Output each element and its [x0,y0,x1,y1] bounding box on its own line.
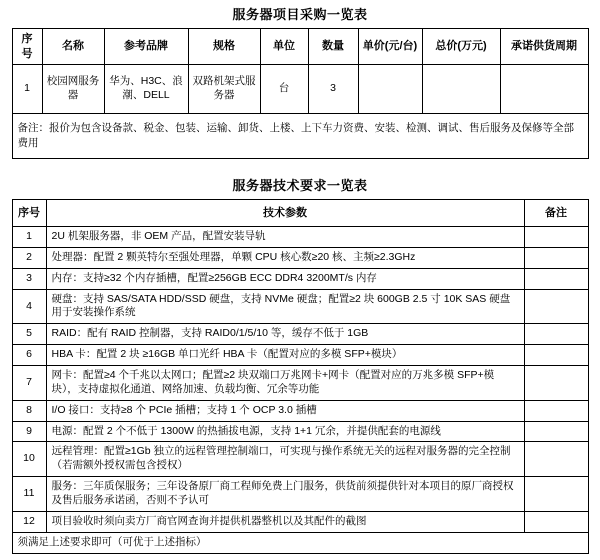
cell-note [524,268,588,289]
cell-brand: 华为、H3C、浪潮、DELL [104,65,188,114]
purchase-table [12,28,589,159]
cell-tech-param: HBA 卡：配置 2 块 ≥16GB 单口光纤 HBA 卡（配置对应的多模 SFP+模块） [46,345,524,366]
cell-index: 1 [12,227,46,248]
col-unit: 单位 [260,29,308,65]
table-header-row [12,200,588,227]
purchase-table-title: 服务器项目采购一览表 [232,7,368,22]
cell-tech-param: 项目验收时须向卖方厂商官网查询并提供机器整机以及其配件的截图 [46,511,524,532]
cell-tech-param: 内存：支持≥32 个内存插槽，配置≥256GB ECC DDR4 3200MT/s 内存 [46,268,524,289]
table-row [12,421,588,442]
cell-tech-param: RAID：配有 RAID 控制器，支持 RAID0/1/5/10 等，缓存不低于 1GB [46,324,524,345]
table-row [12,268,588,289]
cell-note [524,400,588,421]
table-row [12,247,588,268]
cell-tech-param: 硬盘：支持 SAS/SATA HDD/SSD 硬盘，支持 NVMe 硬盘；配置≥2 块 600GB 2.5 寸 10K SAS 硬盘用于安装操作系统 [46,289,524,324]
col-brand: 参考品牌 [104,29,188,65]
cell-note [524,324,588,345]
cell-note [524,345,588,366]
col-unit-price: 单价(元/台) [358,29,422,65]
cell-unit: 台 [260,65,308,114]
col-note: 备注 [524,200,588,227]
cell-index: 12 [12,511,46,532]
col-supply-period: 承诺供货周期 [500,29,588,65]
table-row [12,289,588,324]
table-row [12,511,588,532]
tech-requirements-table [12,199,589,554]
cell-index: 5 [12,324,46,345]
tech-table-title: 服务器技术要求一览表 [232,178,368,194]
cell-index: 6 [12,345,46,366]
cell-tech-param: I/O 接口：支持≥8 个 PCIe 插槽；支持 1 个 OCP 3.0 插槽 [46,400,524,421]
cell-index: 2 [12,247,46,268]
cell-spec: 双路机架式服务器 [188,65,260,114]
col-tech-param: 技术参数 [46,200,524,227]
cell-supply-period [500,65,588,114]
cell-index: 10 [12,442,46,477]
cell-note [524,247,588,268]
col-spec: 规格 [188,29,260,65]
cell-index: 1 [12,65,42,114]
cell-note [524,442,588,477]
table-row [12,477,588,512]
cell-note [524,227,588,248]
col-quantity: 数量 [308,29,358,65]
cell-tech-param: 服务：三年质保服务；三年设备原厂商工程师免费上门服务，供货前须提供针对本项目的原厂商授权及售后服务承诺函，否则不予认可 [46,477,524,512]
cell-index: 9 [12,421,46,442]
table-footer-row [12,532,588,553]
cell-note [524,289,588,324]
purchase-remark: 备注：报价为包含设备款、税金、包装、运输、卸货、上楼、上下车力资费、安装、检测、调试、售后服务及保修等全部费用 [12,114,588,159]
table-header-row [12,29,588,65]
table-row [12,227,588,248]
cell-index: 4 [12,289,46,324]
table-remark-row [12,114,588,159]
cell-index: 8 [12,400,46,421]
cell-tech-param: 电源：配置 2 个不低于 1300W 的热插拔电源，支持 1+1 冗余，并提供配套的电源线 [46,421,524,442]
cell-note [524,477,588,512]
cell-tech-param: 网卡：配置≥4 个千兆以太网口；配置≥2 块双端口万兆网卡+网卡（配置对应的万兆多模 SFP+模块），支持虚拟化通道、网络加速、负载均衡、冗余等功能 [46,366,524,401]
cell-tech-param: 2U 机架服务器，非 OEM 产品，配置安装导轨 [46,227,524,248]
cell-total-price [422,65,500,114]
cell-quantity: 3 [308,65,358,114]
cell-unit-price [358,65,422,114]
table-row [12,442,588,477]
section-spacer [0,159,600,171]
tech-footer-note: 须满足上述要求即可（可优于上述指标） [12,532,588,553]
cell-index: 3 [12,268,46,289]
cell-index: 7 [12,366,46,401]
col-name: 名称 [42,29,104,65]
cell-tech-param: 远程管理：配置≥1Gb 独立的远程管理控制端口，可实现与操作系统无关的远程对服务器的完全控制（若需额外授权需包含授权） [46,442,524,477]
table-row [12,65,588,114]
table-row [12,400,588,421]
cell-note [524,511,588,532]
table-row [12,366,588,401]
cell-tech-param: 处理器：配置 2 颗英特尔至强处理器，单颗 CPU 核心数≥20 核、主频≥2.3GHz [46,247,524,268]
col-index: 序号 [12,200,46,227]
col-index: 序号 [12,29,42,65]
cell-name: 校园网服务器 [42,65,104,114]
col-total-price: 总价(万元) [422,29,500,65]
cell-note [524,366,588,401]
cell-index: 11 [12,477,46,512]
table-row [12,324,588,345]
table-row [12,345,588,366]
cell-note [524,421,588,442]
